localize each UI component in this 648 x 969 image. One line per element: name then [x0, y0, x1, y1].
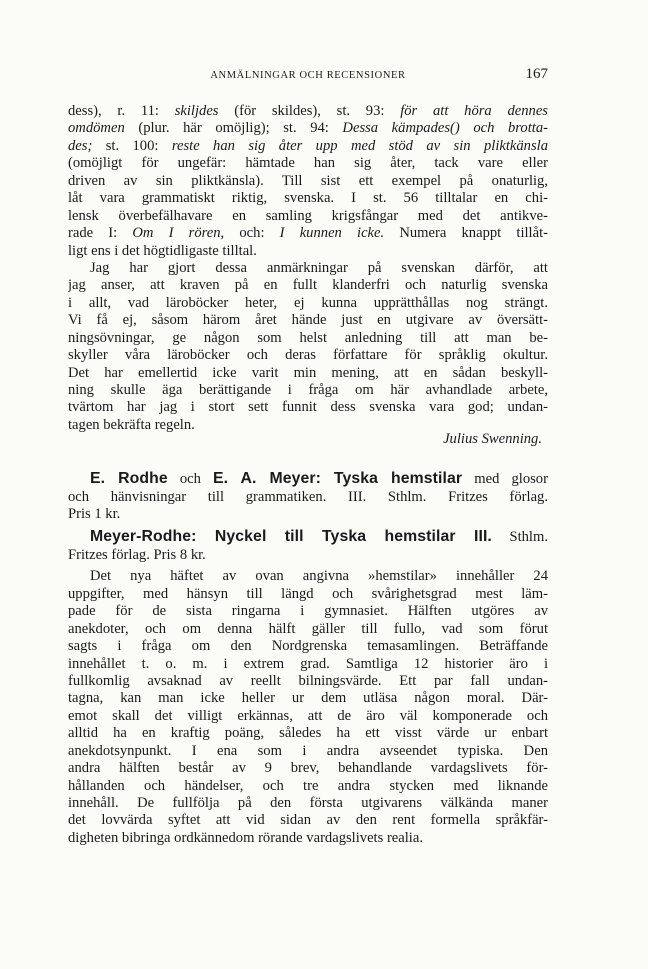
title-rest: Sthlm. [509, 528, 548, 545]
italic-phrase: skiljdes [174, 103, 219, 119]
text-line: anekdoter, och om denna hälft gäller till fullo, vad som förut [68, 620, 548, 637]
text-line: tagen bekräfta regeln. [68, 416, 195, 433]
author-name: E. Rodhe [90, 470, 168, 487]
text-line: pade för de sista ringarna i gymnasiet. Hälften utgöres av [68, 603, 548, 620]
review-heading-2 [68, 526, 548, 547]
text-line: Det har emellertid icke varit min mening, att en sådan beskyll- [68, 364, 548, 381]
text-line: skyller våra läroböcker och deras författare för språklig okultur. [68, 347, 548, 364]
text-line: ning skulle äga berättigande i fråga om här avhandlade arbete, [68, 382, 548, 398]
text-line: Det nya häftet av ovan angivna »hemstilar» innehåller 24 [90, 568, 548, 585]
text-line: Pris 1 kr. [68, 506, 121, 523]
text-line: fullkomlig avsaknad av reellt bilningsvärde. Ett par fall undan- [68, 672, 548, 689]
text-line: dess), r. 11: skiljdes (för skildes), st. 93: för att höra dennes [68, 103, 548, 119]
text-line: lensk överbefälhavare en samling krigsfångar med det antikve- [68, 207, 548, 224]
review-heading-1 [68, 468, 548, 489]
running-title: ANMÄLNINGAR OCH RECENSIONER [210, 70, 406, 81]
book-title: Meyer-Rodhe: Nyckel till Tyska hemstilar III. [90, 527, 492, 545]
text-line: och hänvisningar till grammatiken. III. Sthlm. Fritzes förlag. [68, 489, 548, 505]
running-header [68, 66, 548, 86]
text-line: rade I: Om I rören, och: I kunnen icke. Numera knappt tillåt- [68, 225, 548, 242]
text-line: ligt ens i det högtidligaste tilltal. [68, 242, 257, 259]
italic-phrase: reste han sig åter upp med stöd av sin pliktkänsla [171, 137, 548, 154]
text-line: Jag har gjort dessa anmärkningar på svenskan därför, att [90, 259, 548, 276]
text-line: emot skall det villigt erkännas, att de äro väl komponerade och [68, 707, 548, 724]
text-line: innehåll. De fullfölja på den första utgivarens välkända maner [68, 795, 548, 811]
review-text [68, 468, 548, 847]
text-line: ningsövningar, ge någon som helst anledning till att man be- [68, 329, 548, 346]
text-line: sagts i fråga om den Nordgrenska temasamlingen. Beträffande [68, 638, 548, 655]
text-line: uppgifter, med hänsyn till längd och svårighetsgrad mest läm- [68, 585, 548, 602]
title-rest: med glosor [474, 471, 548, 487]
text-line: i allt, vad läroböcker heter, ej kunna upprätthållas nog strängt. [68, 294, 548, 311]
text-line: Fritzes förlag. Pris 8 kr. [68, 546, 206, 563]
text-line: tvärtom har jag i stort sett funnit dess svenska vara god; undan- [68, 399, 548, 416]
book-title: E. A. Meyer: Tyska hemstilar [213, 470, 463, 487]
text-line: innehållet t. o. m. i extrem grad. Samtliga 12 historier äro i [68, 655, 548, 672]
text-line: det lovvärda syftet att vid sidan av den rent formella språkfär- [68, 812, 548, 829]
page-number: 167 [525, 66, 548, 82]
text-line: alltid ha en kraftig poäng, således ha ett visst värde ur enbart [68, 725, 548, 742]
text-line: anekdotsynpunkt. I ena som i andra avseendet typiska. Den [68, 742, 548, 759]
italic-phrase: des; [68, 137, 93, 154]
previous-review-text [68, 103, 548, 449]
text-line: hållanden och händelser, och tre andra stycken med liknande [68, 777, 548, 794]
text-line: tagna, kan man icke heller ur dem utläsa någon moral. Där- [68, 690, 548, 707]
italic-phrase: Om I rören, [132, 225, 225, 242]
signature: Julius Swenning. [443, 431, 542, 448]
text-line: Vi få ej, såsom härom året hände just en utgivare av översätt- [68, 312, 548, 329]
text-line: digheten bibringa ordkännedom rörande vardagslivets realia. [68, 829, 423, 846]
text-line: driven av sin pliktkänsla). Till sist ett exempel på onaturlig, [68, 172, 548, 189]
text-line: jag anser, att kraven på en fullt klanderfri och naturlig svenska [68, 277, 548, 294]
italic-phrase: omdömen [68, 120, 125, 137]
text-line: omdömen (plur. här omöjlig); st. 94: Dessa kämpades() och brotta- [68, 120, 548, 137]
text-line: des; st. 100: reste han sig åter upp med stöd av sin pliktkänsla [68, 137, 548, 154]
text-line: (omöjligt för ungefär: hämtade han sig åter, tack vare eller [68, 155, 548, 172]
italic-phrase: för att höra dennes [400, 103, 548, 119]
text-line: låt vara grammatiskt riktig, svenska. I st. 56 tilltalar en chi- [68, 190, 548, 207]
text-line: andra hälften består av 9 brev, behandlande vardagslivets för- [68, 760, 548, 777]
conjunction: och [179, 471, 201, 487]
italic-phrase: Dessa kämpades() och brotta- [342, 120, 548, 137]
italic-phrase: I kunnen icke. [279, 225, 385, 242]
